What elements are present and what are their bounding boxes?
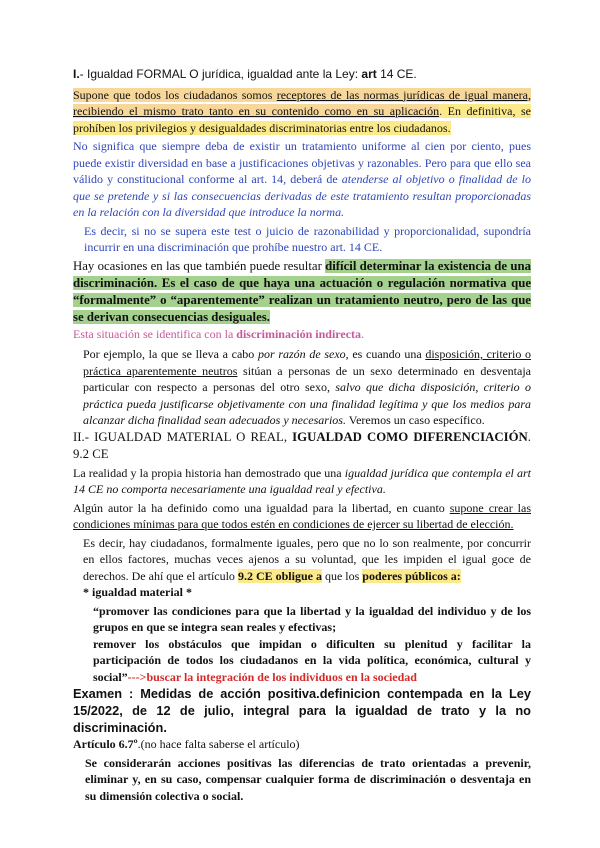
text: que los (321, 568, 363, 583)
text-italic: salvo que dicha disposición, criterio o práctica pueda justificarse objetivamente con una finalidad legítima y que los medios para alcanzar dicha finalidad sean adecuados y necesarios. (83, 380, 531, 427)
paragraph-la-realidad (73, 465, 531, 498)
text-highlight: Supone que todos los ciudadanos somos (73, 87, 277, 102)
quote-bold: remover los obstáculos que impidan o dificulten su plenitud y facilitar la participación de todos los ciudadanos en la vida política, económica, cultural y social” (93, 636, 531, 684)
text-underline: supone crear las condiciones mínimas para que todos estén en condiciones de ejercer su libertad de elección. (73, 500, 531, 531)
quote-remover (73, 636, 531, 686)
quote-bold: “promover las condiciones para que la libertad y la igualdad del individuo y de los grupos en que se integra sean reales y efectivas; (93, 603, 531, 634)
heading-art: art (361, 67, 377, 81)
text: La realidad y la propia historia han demostrado que una (73, 465, 345, 480)
heading-suffix: . 9.2 CE (73, 429, 531, 461)
text: Veremos un caso específico. (345, 413, 485, 427)
bullet-text: * igualdad material * (83, 585, 193, 599)
heading-art-number: 14 CE. (376, 67, 417, 81)
article-line (73, 736, 531, 753)
text: . (361, 326, 365, 341)
text: , es cuando una (345, 347, 426, 361)
text: Algún autor la ha definido como una igualdad para la libertad, en cuanto (73, 500, 450, 515)
article-number: Artículo 6.7º (73, 737, 138, 751)
text-bold-highlight: poderes públicos a: (362, 568, 461, 583)
paragraph-supone (73, 87, 531, 137)
text: Esta situación se identifica con la (73, 326, 237, 341)
text: Es decir, hay ciudadanos, formalmente iguales, pero que no lo son realmente, por concurrir en ellos factores, muchas veces ajenos a su voluntad, que les impiden el igual goce de derechos. De ahí que el artículo (83, 535, 531, 583)
quote-arrow-red: --->buscar la integración de los individuos en la sociedad (127, 669, 417, 684)
paragraph-algun-autor (73, 500, 531, 533)
heading-igualdad-material (73, 429, 531, 463)
text-bold: Se considerarán acciones positivas las diferencias de trato orientadas a prevenir, eliminar y, en su caso, compensar cualquier forma de discriminación o desventaja en su dimensión colectiva o social. (85, 755, 531, 803)
paragraph-no-significa (73, 138, 531, 221)
text-underline: disposición, criterio o práctica aparentemente neutros (83, 347, 531, 378)
article-note: .(no hace falta saberse el artículo) (137, 737, 300, 751)
text-bold-highlight: 9.2 CE obligue a (237, 568, 322, 583)
text-italic: igualdad jurídica que contempla el art 14 CE no comporta necesariamente una igualdad real y efectiva. (73, 465, 531, 496)
heading-title: - Igualdad FORMAL O jurídica, igualdad ante la Ley: (79, 67, 362, 81)
heading-bold: IGUALDAD COMO DIFERENCIACIÓN (292, 429, 528, 444)
paragraph-por-ejemplo (73, 346, 531, 429)
paragraph-es-decir-ciudadanos (73, 535, 531, 585)
heading-igualdad-formal (73, 66, 531, 83)
heading-prefix: II.- IGUALDAD MATERIAL O REAL, (73, 429, 293, 444)
text-highlight: . En definitiva, se prohíben los privilegios y desigualdades discriminatorias entre los ciudadanos. (73, 104, 531, 135)
text-bold-highlight: difícil determinar la existencia de una discriminación. Es el caso de que haya una actuación o regulación normativa que “formalmente” o “aparentemente” realizan un tratamiento neutro, pero de las que se derivan consecuencias desiguales. (73, 258, 531, 324)
paragraph-es-decir-test: Es decir, si no se supera este test o juicio de razonabilidad y proporcionalidad, supondría incurrir en una discriminación que prohíbe nuestro art. 14 CE. (84, 223, 531, 254)
text-underline-highlight: receptores de las normas jurídicas de igual manera, recibiendo el mismo trato tanto en su contenido como en su aplicación (73, 87, 531, 118)
document-page (73, 66, 531, 804)
exam-text: Examen : Medidas de acción positiva.definicion contempada en la Ley 15/2022, de 12 de julio, integral para la igualdad de trato y la no discriminación. (73, 686, 531, 735)
bullet-igualdad-material (73, 584, 531, 601)
text: Por ejemplo, la que se lleva a cabo (83, 347, 258, 361)
text-bold: discriminación indirecta (236, 326, 362, 341)
text-italic: por razón de sexo (257, 347, 346, 361)
text: sitúan a personas de un sexo determinado en desventaja particular con respecto a personas del otro sexo, (83, 363, 532, 394)
quote-promover (73, 603, 531, 636)
text: No significa que siempre deba de existir un tratamiento uniforme al cien por ciento, pues puede existir diversidad en base a justificaciones objetivas y razonables. Pero para que ello sea válido y constitucional conforme al art. 14, deberá de (73, 139, 531, 186)
paragraph-acciones-positivas (73, 755, 531, 805)
paragraph-discriminacion-indirecta (73, 326, 531, 343)
text: Hay ocasiones en las que también puede resultar (73, 258, 326, 273)
paragraph-hay-ocasiones (73, 258, 531, 326)
exam-heading (73, 685, 531, 736)
heading-roman-numeral: I. (73, 67, 80, 81)
text-italic: atenderse al objetivo o finalidad de lo que se pretende y si las consecuencias derivadas de este tratamiento resultan proporcionadas en la relación con la diversidad que introduce la norma. (73, 172, 531, 219)
